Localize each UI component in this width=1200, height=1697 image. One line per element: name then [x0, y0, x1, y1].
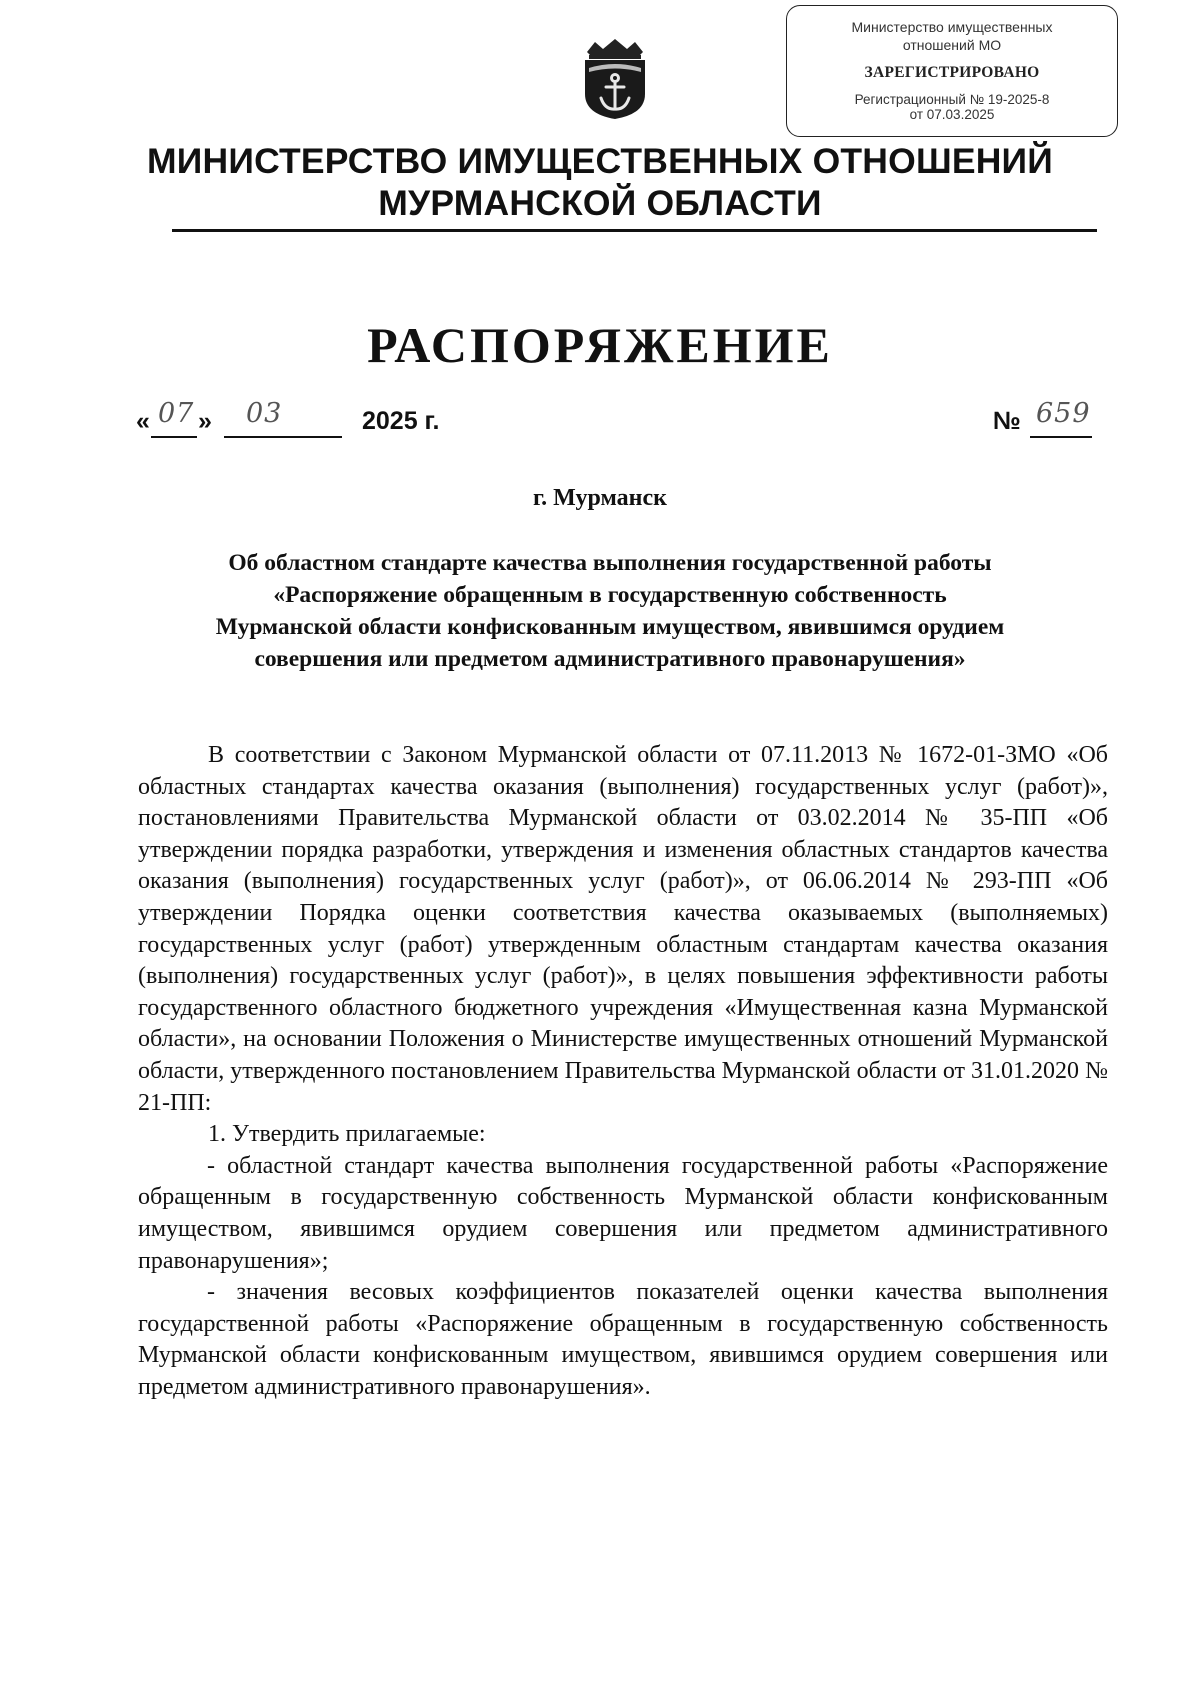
list-item: - значения весовых коэффициентов показателей оценки качества выполнения государственной работы «Распоряжение обращенным в государственную собственность Мурманской области конфискованным имуществом, явившимся орудием совершения или предметом административного правонарушения». — [138, 1279, 1108, 1400]
number-label: № — [993, 407, 1021, 435]
preamble-paragraph: В соответствии с Законом Мурманской области от 07.11.2013 № 1672-01-ЗМО «Об областных стандартах качества оказания (выполнения) государственных услуг (работ)», постановлениями Правительства Мурманской области от 03.02.2014 № 35-ПП «Об утверждении порядка разработки, утверждения и изменения областных стандартов качества оказания (выполнения) государственных услуг (работ)», от 06.06.2014 № 293-ПП «Об утверждении Порядка оценки соответствия качества оказываемых (выполняемых) государственных услуг (работ) утвержденным областным стандартам качества оказания (выполнения) государственных услуг (работ)», в целях повышения эффективности работы государственного областного бюджетного учреждения «Имущественная казна Мурманской области», на основании Положения о Министерстве имущественных отношений Мурманской области, утвержденного постановлением Правительства Мурманской области от 31.01.2020 № 21-ПП: — [138, 742, 1108, 1116]
document-number: 659 — [1036, 398, 1091, 429]
murmansk-coat-of-arms-icon — [577, 38, 653, 120]
title-line: «Распоряжение обращенным в государственную собственность — [273, 582, 947, 608]
list-item: - областной стандарт качества выполнения государственной работы «Распоряжение обращенным в государственную собственность Мурманской области конфискованным имуществом, явившимся орудием совершения или предметом административного правонарушения»; — [138, 1152, 1108, 1274]
date-close-quote: » — [198, 407, 212, 435]
stamp-registration — [787, 92, 1117, 122]
title-line: совершения или предметом административного правонарушения» — [254, 646, 966, 672]
title-line: Об областном стандарте качества выполнения государственной работы — [228, 550, 992, 576]
ministry-header — [120, 140, 1080, 224]
date-month-underline — [224, 436, 342, 438]
header-divider — [172, 229, 1097, 232]
ministry-name-line1: МИНИСТЕРСТВО ИМУЩЕСТВЕННЫХ ОТНОШЕНИЙ — [147, 141, 1053, 181]
ministry-name-line2: МУРМАНСКОЙ ОБЛАСТИ — [378, 183, 822, 223]
document-type: РАСПОРЯЖЕНИЕ — [367, 317, 833, 373]
stamp-organization — [787, 18, 1117, 54]
number-underline — [1030, 436, 1092, 438]
city: г. Мурманск — [532, 485, 667, 511]
title-line: Мурманской области конфискованным имуществом, явившимся орудием — [215, 614, 1005, 640]
stamp-reg-line2: от 07.03.2025 — [909, 107, 995, 122]
point-1: 1. Утвердить прилагаемые: — [208, 1121, 486, 1148]
stamp-title: ЗАРЕГИСТРИРОВАНО — [864, 64, 1040, 81]
registration-stamp — [786, 5, 1118, 137]
date-day: 07 — [158, 398, 195, 429]
stamp-org-line1: Министерство имущественных — [851, 19, 1053, 35]
document-title — [130, 547, 1090, 675]
date-day-underline — [151, 436, 197, 438]
date-year: 2025 г. — [362, 407, 440, 435]
date-month: 03 — [246, 398, 283, 429]
stamp-org-line2: отношений МО — [902, 37, 1002, 53]
document-body — [138, 740, 1108, 1403]
date-open-quote: « — [136, 407, 150, 435]
stamp-reg-line1: Регистрационный № 19-2025-8 — [854, 92, 1050, 107]
